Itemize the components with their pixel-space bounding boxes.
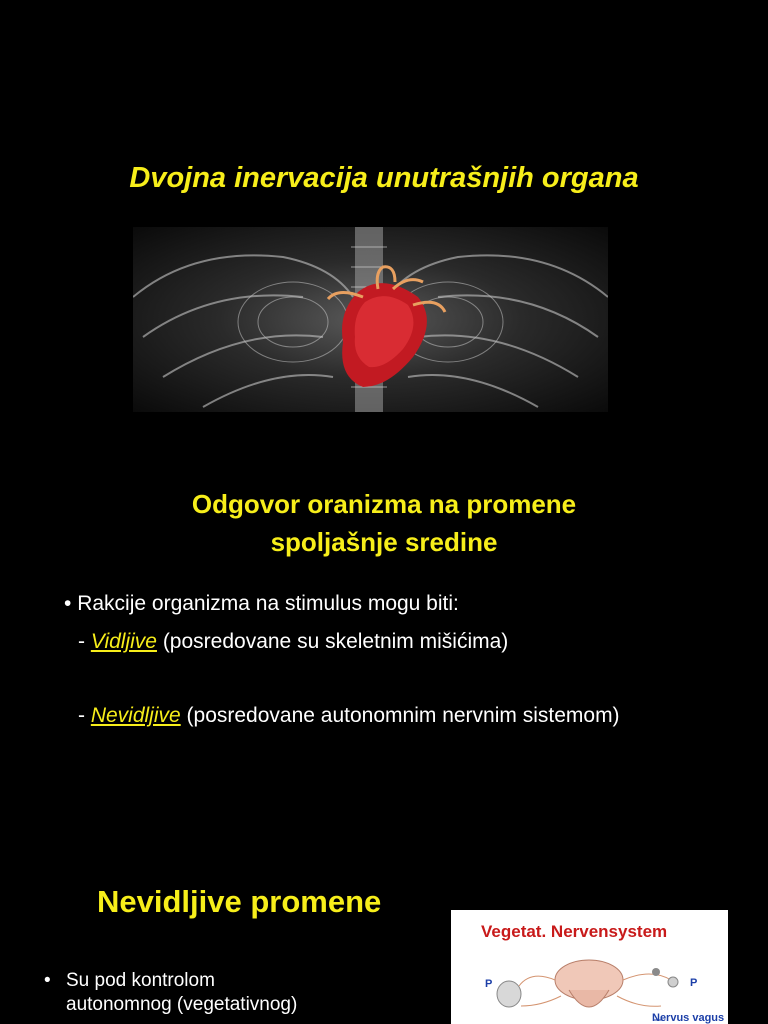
diagram-p-right: P — [690, 977, 698, 989]
item-dash: - — [78, 704, 91, 727]
brain-illustration — [451, 910, 728, 1024]
nervous-system-diagram — [451, 910, 728, 1024]
item-description: (posredovane autonomnim nervnim sistemom) — [180, 704, 620, 727]
slide3-title: Nevidljive promene — [97, 884, 382, 919]
slide3-bullet-line2: autonomnog (vegetativnog) — [66, 994, 298, 1015]
bullet-icon: • — [44, 970, 51, 991]
slide1-title: Dvojna inervacija unutrašnjih organa — [129, 162, 639, 194]
keyword-link-visible[interactable]: Vidljive — [90, 630, 157, 653]
slide3-bullet — [44, 969, 344, 1017]
item-dash: - — [78, 630, 91, 653]
slide2-bullet-text: Rakcije organizma na stimulus mogu biti: — [77, 592, 459, 615]
slide2-item-visible — [78, 630, 508, 654]
slide2-bullet — [64, 592, 459, 616]
heart-illustration — [133, 227, 608, 412]
slide2-title-line2: spoljašnje sredine — [270, 527, 498, 557]
slide2-item-invisible — [78, 704, 620, 728]
slide2-title — [0, 485, 768, 561]
heart-anatomy-image — [133, 227, 608, 412]
slide3-bullet-line1: Su pod kontrolom — [66, 970, 215, 991]
diagram-nerve-label: Nervus vagus — [652, 1012, 725, 1024]
diagram-title: Vegetat. Nervensystem — [481, 922, 668, 941]
slide2-title-line1: Odgovor oranizma na promene — [191, 489, 577, 519]
bullet-icon: • — [64, 592, 72, 615]
keyword-link-invisible[interactable]: Nevidljive — [90, 704, 181, 727]
item-description: (posredovane su skeletnim mišićima) — [156, 630, 509, 653]
diagram-p-left: P — [485, 978, 493, 990]
